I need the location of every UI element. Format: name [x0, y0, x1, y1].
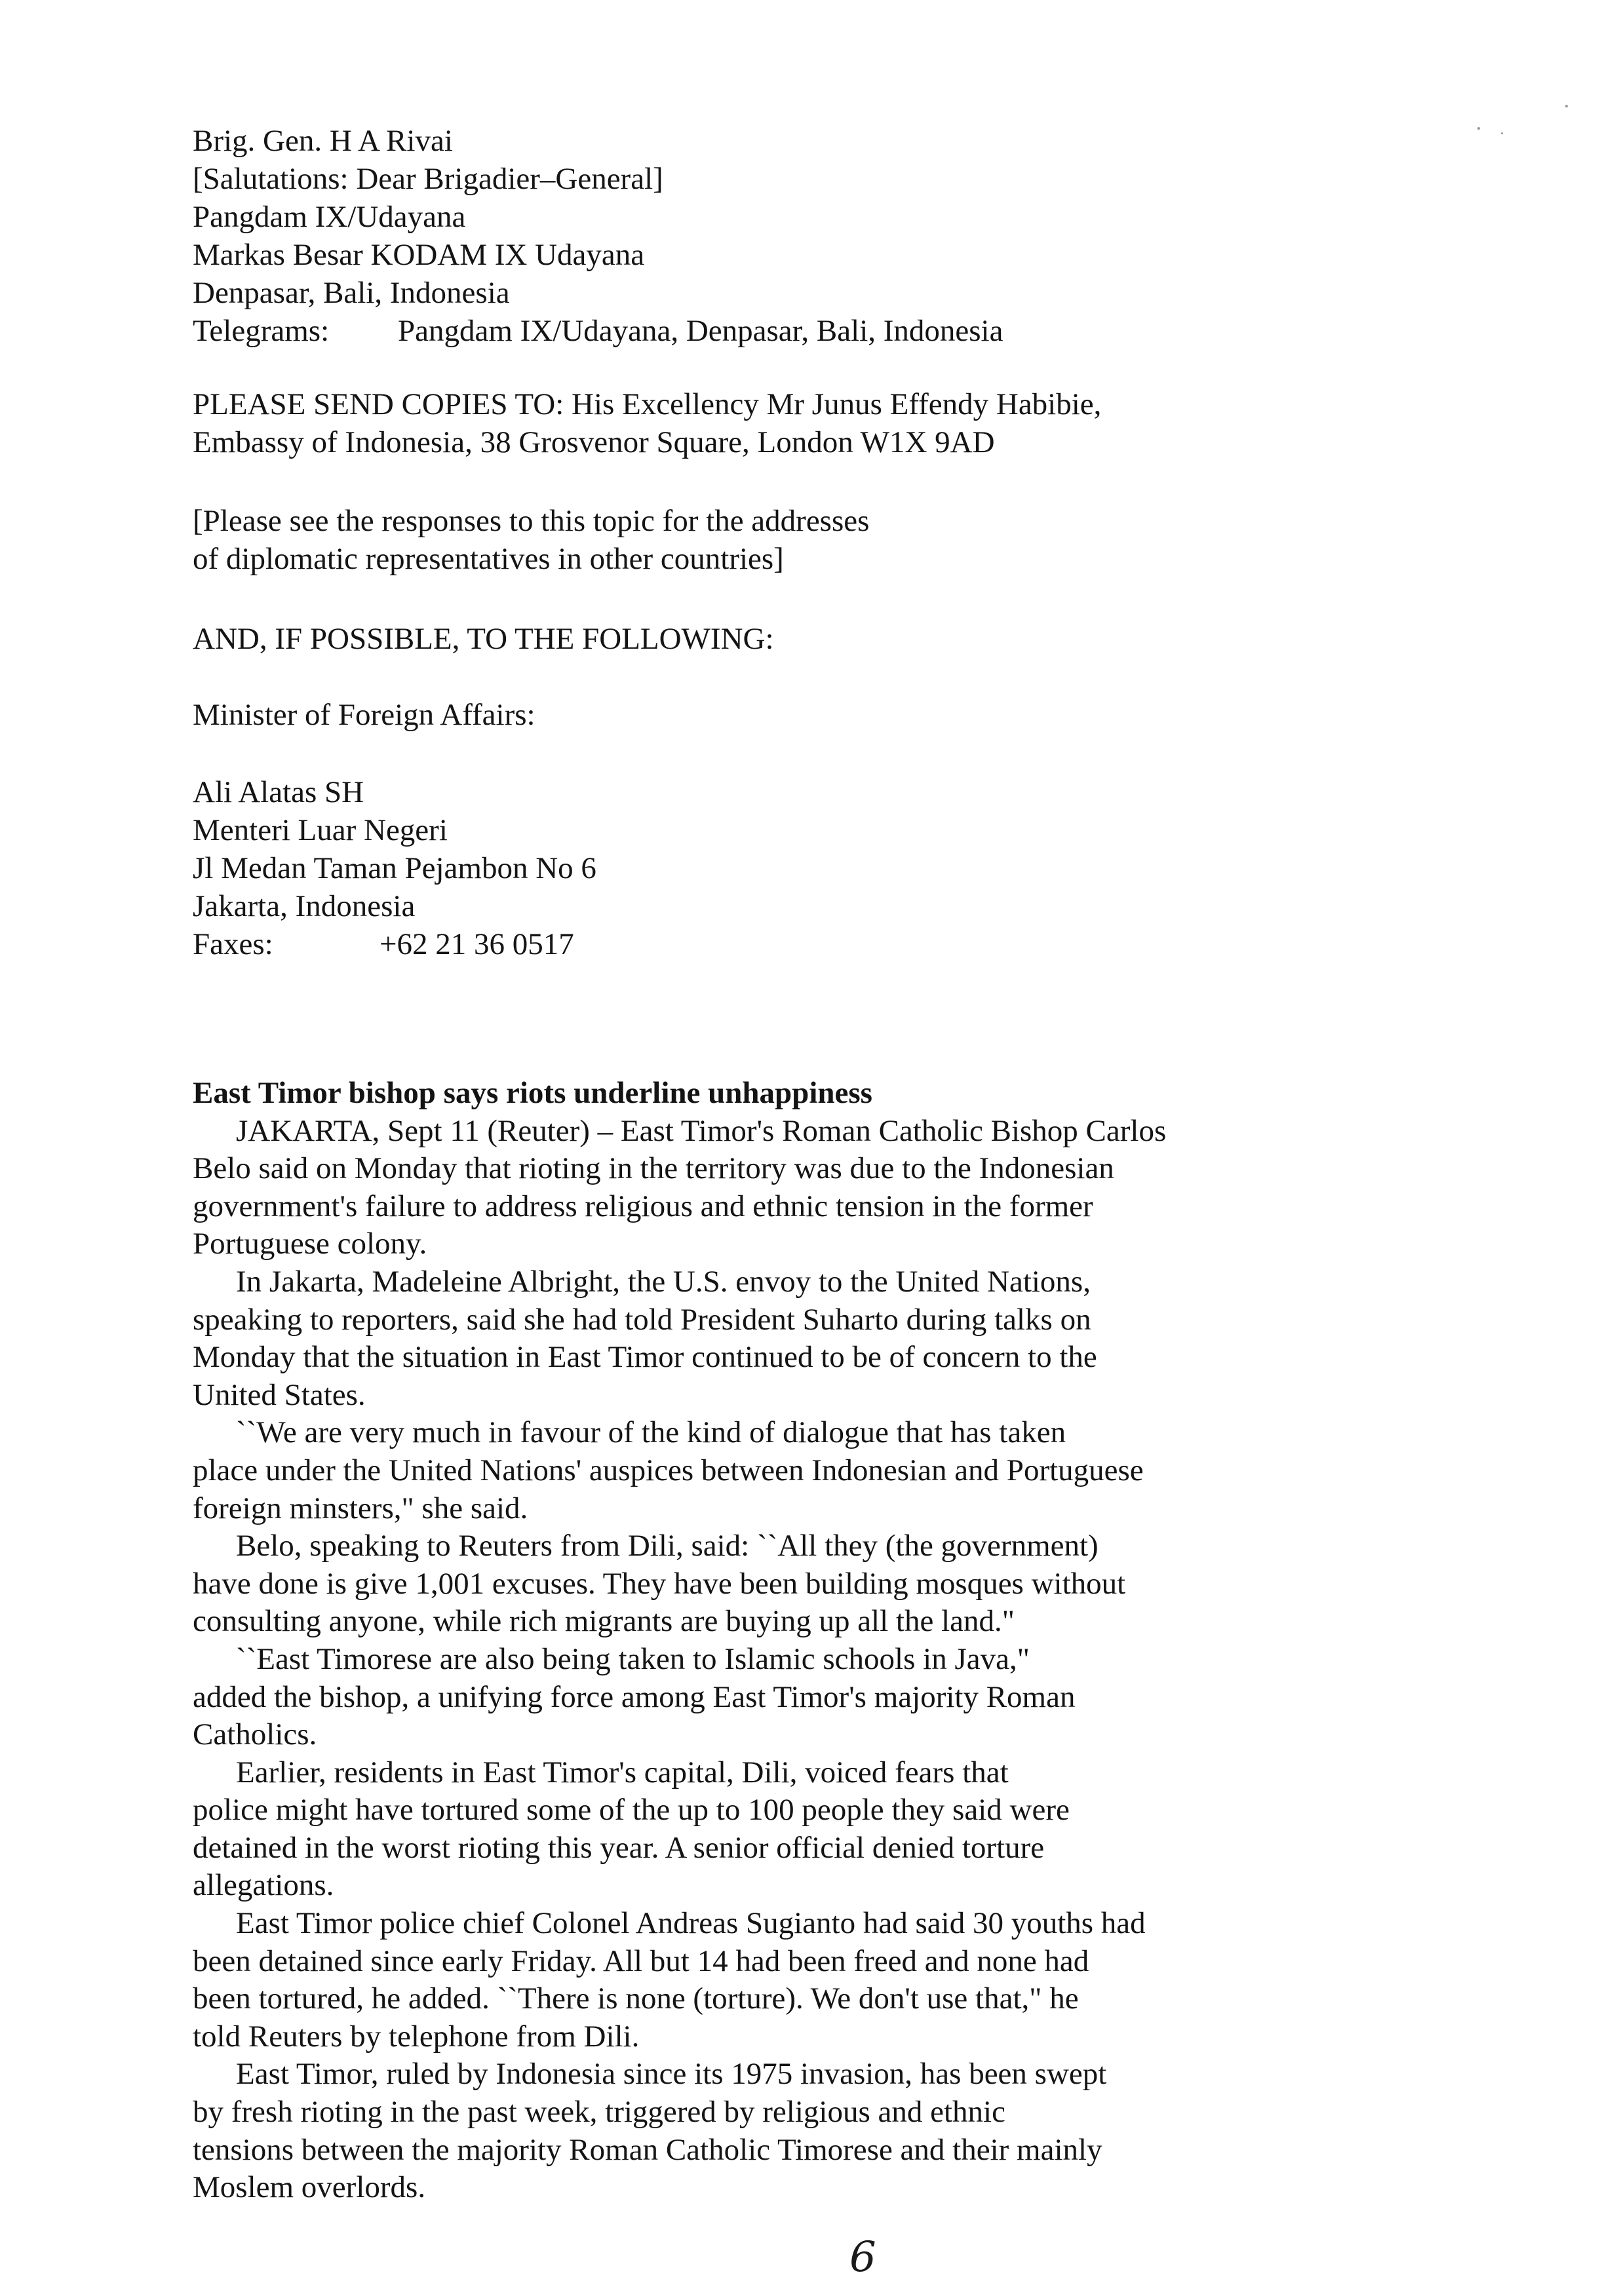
minister-line: Jl Medan Taman Pejambon No 6	[193, 851, 596, 885]
article-line: United States.	[193, 1377, 366, 1412]
note-line: [Please see the responses to this topic for the addresses	[193, 504, 870, 538]
minister-heading-block	[193, 696, 1294, 734]
address-line: Pangdam IX/Udayana	[193, 200, 466, 234]
article-line: been detained since early Friday. All but 14 had been freed and none had	[193, 1943, 1089, 1978]
article-line: Earlier, residents in East Timor's capital, Dili, voiced fears that	[236, 1755, 1009, 1789]
article-line: Belo said on Monday that rioting in the territory was due to the Indonesian	[193, 1151, 1114, 1186]
article-line: Monday that the situation in East Timor continued to be of concern to the	[193, 1340, 1097, 1375]
article-line: East Timor police chief Colonel Andreas Sugianto had said 30 youths had	[236, 1906, 1146, 1941]
minister-line: Jakarta, Indonesia	[193, 889, 416, 923]
address-line: Brig. Gen. H A Rivai	[193, 124, 453, 158]
article-line: speaking to reporters, said she had told President Suharto during talks on	[193, 1302, 1091, 1337]
article-line: Belo, speaking to Reuters from Dili, said: ``All they (the government)	[236, 1529, 1099, 1563]
article-headline: East Timor bishop says riots underline unhappiness	[193, 1076, 872, 1110]
article-line: by fresh rioting in the past week, triggered by religious and ethnic	[193, 2095, 1005, 2130]
article-line: allegations.	[193, 1868, 334, 1903]
copies-block	[193, 385, 1294, 461]
telegrams-line	[193, 312, 1294, 350]
faxes-value: +62 21 36 0517	[379, 927, 574, 961]
scan-speck	[1477, 127, 1480, 130]
address-line: Markas Besar KODAM IX Udayana	[193, 238, 645, 272]
article-line: have done is give 1,001 excuses. They have been building mosques without	[193, 1566, 1126, 1601]
page-number: 6	[849, 2233, 876, 2282]
article-line: added the bishop, a unifying force among East Timor's majority Roman	[193, 1679, 1076, 1714]
article-line: consulting anyone, while rich migrants are buying up all the land."	[193, 1604, 1015, 1639]
note-block	[193, 502, 1294, 578]
faxes-label: Faxes:	[193, 927, 273, 961]
article-line: Moslem overlords.	[193, 2170, 426, 2205]
article-line: Catholics.	[193, 1717, 317, 1752]
also-heading: AND, IF POSSIBLE, TO THE FOLLOWING:	[193, 622, 774, 656]
minister-address-block	[193, 773, 1294, 963]
also-block	[193, 620, 1294, 658]
article-line: detained in the worst rioting this year. A senior official denied torture	[193, 1830, 1045, 1865]
article-line: East Timor, ruled by Indonesia since its 1975 invasion, has been swept	[236, 2057, 1107, 2092]
scan-speck	[1565, 105, 1568, 107]
minister-line: Ali Alatas SH	[193, 775, 364, 809]
telegrams-value: Pangdam IX/Udayana, Denpasar, Bali, Indonesia	[398, 314, 1003, 348]
article-line: place under the United Nations' auspices between Indonesian and Portuguese	[193, 1453, 1144, 1487]
article-line: ``East Timorese are also being taken to Islamic schools in Java,"	[236, 1641, 1030, 1676]
minister-heading: Minister of Foreign Affairs:	[193, 698, 535, 732]
article-line: been tortured, he added. ``There is none (torture). We don't use that," he	[193, 1981, 1079, 2016]
minister-line: Menteri Luar Negeri	[193, 813, 448, 847]
article-line: told Reuters by telephone from Dili.	[193, 2019, 640, 2054]
article-line: foreign minsters," she said.	[193, 1491, 528, 1525]
note-line: of diplomatic representatives in other countries]	[193, 542, 784, 576]
article-line: JAKARTA, Sept 11 (Reuter) – East Timor's Roman Catholic Bishop Carlos	[236, 1113, 1167, 1148]
address-line: [Salutations: Dear Brigadier–General]	[193, 162, 663, 196]
news-article	[193, 1075, 1294, 2207]
copies-line: Embassy of Indonesia, 38 Grosvenor Square, London W1X 9AD	[193, 425, 995, 459]
scan-speck	[1501, 132, 1503, 134]
article-line: ``We are very much in favour of the kind of dialogue that has taken	[236, 1415, 1066, 1450]
address-block	[193, 122, 1294, 350]
copies-line: PLEASE SEND COPIES TO: His Excellency Mr Junus Effendy Habibie,	[193, 387, 1102, 421]
article-line: In Jakarta, Madeleine Albright, the U.S. envoy to the United Nations,	[236, 1264, 1091, 1299]
article-line: tensions between the majority Roman Catholic Timorese and their mainly	[193, 2132, 1102, 2167]
article-line: Portuguese colony.	[193, 1227, 427, 1261]
faxes-line	[193, 925, 1294, 963]
article-line: police might have tortured some of the up to 100 people they said were	[193, 1793, 1070, 1827]
address-line: Denpasar, Bali, Indonesia	[193, 276, 510, 310]
article-line: government's failure to address religious and ethnic tension in the former	[193, 1189, 1093, 1223]
telegrams-label: Telegrams:	[193, 314, 330, 348]
